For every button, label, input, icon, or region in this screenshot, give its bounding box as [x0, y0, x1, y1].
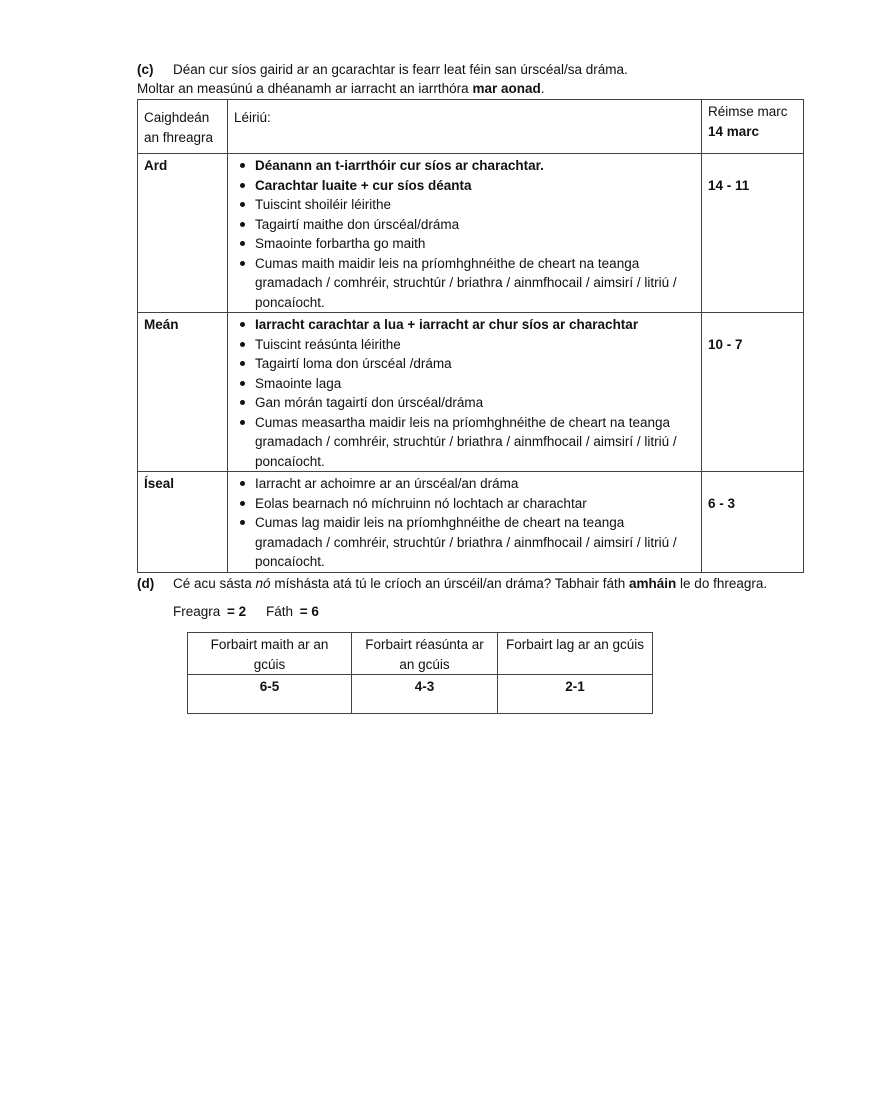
rubric-row-ard — [138, 154, 804, 313]
header-standard-text: Caighdeán an fhreagra — [144, 110, 214, 145]
row-marks-text: 14 - 11 — [708, 178, 750, 193]
bullet-item: Déanann an t-iarrthóir cur síos ar charachtar. — [234, 156, 695, 176]
bullet-item: Smaointe forbartha go maith — [234, 234, 695, 254]
question-d-line — [137, 574, 767, 594]
row-level: Íseal — [138, 472, 228, 573]
row-marks — [702, 472, 804, 573]
row-description — [228, 313, 702, 472]
development-header-row — [188, 633, 653, 675]
bullet-item: Tagairtí loma don úrscéal /dráma — [234, 354, 695, 374]
question-d-bold: amháin — [629, 576, 677, 591]
bullet-item: Eolas bearnach nó míchruinn nó lochtach ar charachtar — [234, 494, 695, 514]
question-d-middle: míshásta atá tú le críoch an úrscéil/an dráma? Tabhair fáth — [270, 576, 630, 591]
row-marks-text: 6 - 3 — [708, 496, 736, 511]
bullet-item: Tagairtí maithe don úrscéal/dráma — [234, 215, 695, 235]
development-value: 6-5 — [188, 675, 352, 714]
bullet-item: Tuiscint reásúnta léirithe — [234, 335, 695, 355]
development-header: Forbairt réasúnta ar an gcúis — [352, 633, 498, 675]
bullet-item: Cumas lag maidir leis na príomhghnéithe de cheart na teanga gramadach / comhréir, struchtúr / briathra / ainmfhocail / aimsirí / litriú / poncaíocht. — [234, 513, 695, 572]
instruction-suffix: . — [540, 81, 545, 96]
fath-label: Fáth — [265, 604, 293, 619]
question-d-suffix: le do fhreagra. — [676, 576, 768, 591]
question-d-italic: nó — [255, 576, 271, 591]
header-description — [228, 100, 702, 154]
development-values-row — [188, 675, 653, 714]
header-range — [702, 100, 804, 154]
row-marks — [702, 154, 804, 313]
rubric-row-mean — [138, 313, 804, 472]
bullet-item: Gan mórán tagairtí don úrscéal/dráma — [234, 393, 695, 413]
bullet-item: Tuiscint shoiléir léirithe — [234, 195, 695, 215]
row-marks-text: 10 - 7 — [708, 337, 743, 352]
bullet-list — [234, 156, 695, 312]
rubric-header-row — [138, 100, 804, 154]
bullet-item: Carachtar luaite + cur síos déanta — [234, 176, 695, 196]
row-level: Meán — [138, 313, 228, 472]
bullet-list — [234, 315, 695, 471]
header-range-label: Réimse marc — [708, 104, 788, 119]
fath-value: = 6 — [299, 604, 319, 619]
rubric-table — [137, 99, 804, 573]
bullet-item: Cumas maith maidir leis na príomhghnéithe de cheart na teanga gramadach / comhréir, struchtúr / briathra / ainmfhocail / aimsirí / litriú / poncaíocht. — [234, 254, 695, 313]
development-header: Forbairt maith ar an gcúis — [188, 633, 352, 675]
question-d-prefix: Cé acu sásta — [173, 576, 256, 591]
instruction-bold: mar aonad — [472, 81, 541, 96]
freagra-value: = 2 — [227, 604, 247, 619]
question-c-label: (c) — [137, 62, 154, 77]
question-c-instruction — [137, 79, 544, 99]
bullet-list — [234, 474, 695, 572]
development-value: 4-3 — [352, 675, 498, 714]
development-header: Forbairt lag ar an gcúis — [498, 633, 653, 675]
bullet-item: Iarracht carachtar a lua + iarracht ar chur síos ar charachtar — [234, 315, 695, 335]
row-description — [228, 472, 702, 573]
instruction-prefix: Moltar an measúnú a dhéanamh ar iarracht an iarrthóra — [137, 81, 473, 96]
header-standard — [138, 100, 228, 154]
rubric-row-iseal — [138, 472, 804, 573]
bullet-item: Smaointe laga — [234, 374, 695, 394]
question-d-label: (d) — [137, 576, 155, 591]
header-description-text: Léiriú: — [234, 110, 271, 125]
header-range-value: 14 marc — [708, 123, 760, 139]
bullet-item: Cumas measartha maidir leis na príomhghnéithe de cheart na teanga gramadach / comhréir, struchtúr / briathra / ainmfhocail / aimsirí / litriú / poncaíocht. — [234, 413, 695, 472]
score-breakdown — [173, 602, 319, 622]
development-value: 2-1 — [498, 675, 653, 714]
row-description — [228, 154, 702, 313]
question-c-line — [137, 60, 628, 80]
development-table — [187, 632, 653, 714]
freagra-label: Freagra — [173, 604, 221, 619]
question-c-text: Déan cur síos gairid ar an gcarachtar is fearr leat féin san úrscéal/sa dráma. — [173, 62, 628, 77]
row-level: Ard — [138, 154, 228, 313]
row-marks — [702, 313, 804, 472]
bullet-item: Iarracht ar achoimre ar an úrscéal/an dráma — [234, 474, 695, 494]
